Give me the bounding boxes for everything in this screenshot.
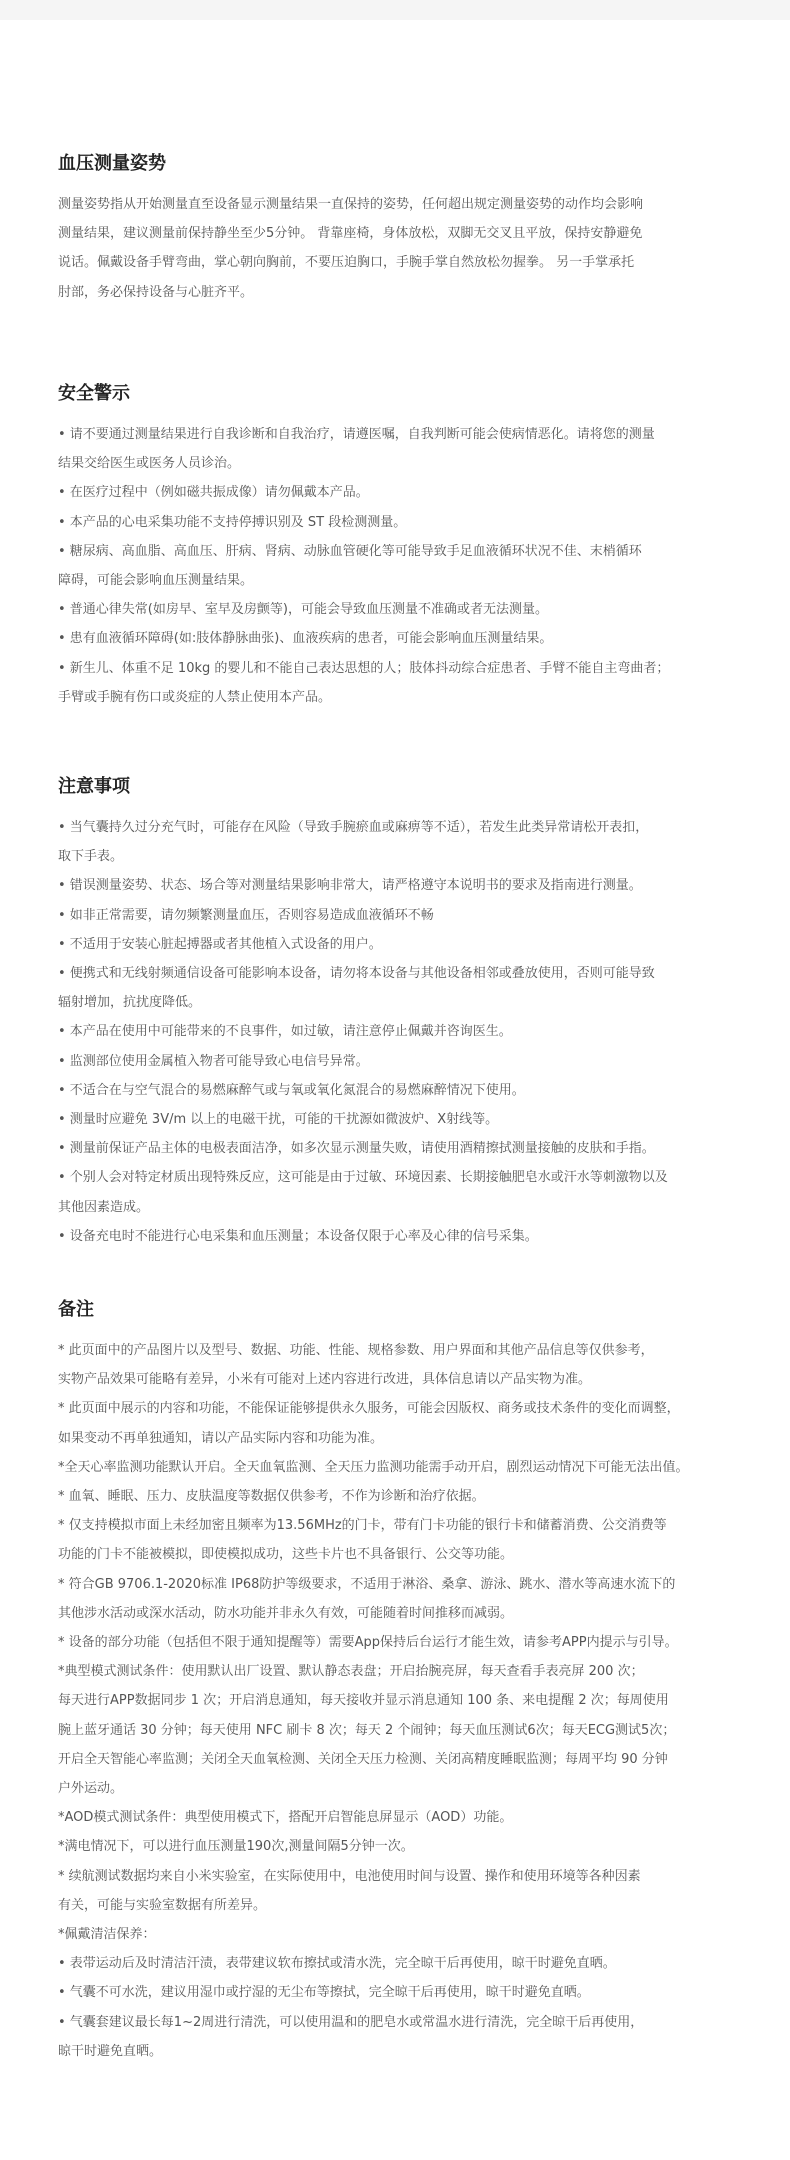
remarks-list [58, 1336, 748, 2066]
section-bp-posture [58, 152, 748, 307]
safety-line: • 本产品的心电采集功能不支持停搏识别及 ST 段检测测量。 [58, 514, 407, 530]
safety-line: • 新生儿、体重不足 10kg 的婴儿和不能自己表达思想的人；肢体抖动综合症患者、手臂不能自主弯曲者； [58, 660, 670, 676]
notes-line: • 设备充电时不能进行心电采集和血压测量；本设备仅限于心率及心律的信号采集。 [58, 1228, 538, 1244]
posture-line: 测量结果，建议测量前保持静坐至少5分钟。 背靠座椅，身体放松，双脚无交叉且平放，保持安静避免 [58, 226, 643, 242]
remarks-line: • 气囊套建议最长每1~2周进行清洗，可以使用温和的肥皂水或常温水进行清洗，完全晾干后再使用， [58, 2014, 644, 2030]
safety-line: • 糖尿病、高血脂、高血压、肝病、肾病、动脉血管硬化等可能导致手足血液循环状况不佳、末梢循环 [58, 543, 642, 559]
posture-line: 肘部，务必保持设备与心脏齐平。 [58, 284, 254, 300]
section-title-remarks: 备注 [58, 1299, 94, 1320]
remarks-line: *AOD模式测试条件：典型使用模式下，搭配开启智能息屏显示（AOD）功能。 [58, 1810, 513, 1826]
remarks-line: * 续航测试数据均来自小米实验室，在实际使用中，电池使用时间与设置、操作和使用环境等各种因素 [58, 1868, 641, 1884]
section-title-posture: 血压测量姿势 [58, 153, 166, 174]
notes-line: • 不适用于安装心脏起搏器或者其他植入式设备的用户。 [58, 936, 382, 952]
notes-line: • 测量时应避免 3V/m 以上的电磁干扰，可能的干扰源如微波炉、X射线等。 [58, 1112, 499, 1128]
notes-line: • 监测部位使用金属植入物者可能导致心电信号异常。 [58, 1053, 369, 1069]
safety-line: 障碍，可能会影响血压测量结果。 [58, 573, 254, 589]
section-title-safety: 安全警示 [58, 383, 130, 404]
remarks-line: 如果变动不再单独通知，请以产品实际内容和功能为准。 [58, 1430, 384, 1446]
notes-line: • 便携式和无线射频通信设备可能影响本设备，请勿将本设备与其他设备相邻或叠放使用，否则可能导致 [58, 966, 655, 982]
remarks-line: *满电情况下，可以进行血压测量190次,测量间隔5分钟一次。 [58, 1839, 414, 1855]
notes-line: • 测量前保证产品主体的电极表面洁净，如多次显示测量失败，请使用酒精擦拭测量接触的皮肤和手指。 [58, 1141, 655, 1157]
notes-line: • 个别人会对特定材质出现特殊反应，这可能是由于过敏、环境因素、长期接触肥皂水或汗水等刺激物以及 [58, 1170, 668, 1186]
remarks-line: • 气囊不可水洗，建议用湿巾或拧湿的无尘布等擦拭，完全晾干后再使用，晾干时避免直晒。 [58, 1985, 590, 2001]
remarks-line: 功能的门卡不能被模拟，即使模拟成功，这些卡片也不具备银行、公交等功能。 [58, 1547, 514, 1563]
section-title-notes: 注意事项 [58, 776, 130, 797]
remarks-line: 有关，可能与实验室数据有所差异。 [58, 1897, 267, 1913]
safety-list [58, 420, 748, 712]
section-safety-warnings [58, 382, 748, 712]
notes-line: • 不适合在与空气混合的易燃麻醉气或与氧或氧化氮混合的易燃麻醉情况下使用。 [58, 1082, 525, 1098]
remarks-line: 其他涉水活动或深水活动，防水功能并非永久有效，可能随着时间推移而减弱。 [58, 1605, 514, 1621]
remarks-line: * 血氧、睡眠、压力、皮肤温度等数据仅供参考，不作为诊断和治疗依据。 [58, 1489, 485, 1505]
remarks-line: 户外运动。 [58, 1781, 124, 1797]
remarks-line: 实物产品效果可能略有差异，小米有可能对上述内容进行改进，具体信息请以产品实物为准。 [58, 1372, 592, 1388]
remarks-line: • 表带运动后及时清洁汗渍，表带建议软布擦拭或清水洗，完全晾干后再使用，晾干时避免直晒。 [58, 1956, 616, 1972]
remarks-line: 每天进行APP数据同步 1 次；开启消息通知，每天接收并显示消息通知 100 条、来电提醒 2 次；每周使用 [58, 1693, 669, 1709]
remarks-line: *典型模式测试条件：使用默认出厂设置、默认静态表盘；开启抬腕亮屏，每天查看手表亮屏 200 次； [58, 1664, 644, 1680]
notes-line: • 如非正常需要，请勿频繁测量血压，否则容易造成血液循环不畅 [58, 907, 434, 923]
remarks-line: * 此页面中展示的内容和功能，不能保证能够提供永久服务，可能会因版权、商务或技术条件的变化而调整， [58, 1401, 680, 1417]
safety-line: • 普通心律失常(如房早、室早及房颤等)，可能会导致血压测量不准确或者无法测量。 [58, 602, 548, 618]
remarks-line: *全天心率监测功能默认开启。全天血氧监测、全天压力监测功能需手动开启，剧烈运动情况下可能无法出值。 [58, 1459, 689, 1475]
top-bar [0, 0, 790, 20]
notes-list [58, 813, 748, 1251]
notes-line: • 错误测量姿势、状态、场合等对测量结果影响非常大，请严格遵守本说明书的要求及指南进行测量。 [58, 878, 642, 894]
notes-line: • 当气囊持久过分充气时，可能存在风险（导致手腕瘀血或麻痹等不适），若发生此类异常请松开表扣， [58, 820, 649, 835]
posture-line: 说话。佩戴设备手臂弯曲，掌心朝向胸前，不要压迫胸口，手腕手掌自然放松勿握拳。 另一手掌承托 [58, 255, 635, 271]
posture-text [58, 190, 748, 307]
safety-line: • 患有血液循环障碍(如:肢体静脉曲张)、血液疾病的患者，可能会影响血压测量结果。 [58, 631, 553, 647]
section-precautions [58, 775, 748, 1251]
remarks-line: *佩戴清洁保养： [58, 1927, 156, 1943]
notes-line: 取下手表。 [58, 849, 124, 865]
notes-line: 其他因素造成。 [58, 1199, 150, 1215]
section-remarks [58, 1298, 748, 2066]
safety-line: • 在医疗过程中（例如磁共振成像）请勿佩戴本产品。 [58, 485, 369, 501]
remarks-line: * 设备的部分功能（包括但不限于通知提醒等）需要App保持后台运行才能生效，请参考APP内提示与引导。 [58, 1635, 678, 1651]
remarks-line: 腕上蓝牙通话 30 分钟；每天使用 NFC 刷卡 8 次；每天 2 个闹钟；每天血压测试6次；每天ECG测试5次； [58, 1722, 676, 1738]
remarks-line: 晾干时避免直晒。 [58, 2043, 163, 2059]
remarks-line: * 符合GB 9706.1-2020标准 IP68防护等级要求，不适用于淋浴、桑拿、游泳、跳水、潜水等高速水流下的 [58, 1576, 676, 1592]
notes-line: 辐射增加，抗扰度降低。 [58, 995, 202, 1011]
safety-line: 手臂或手腕有伤口或炎症的人禁止使用本产品。 [58, 689, 332, 705]
safety-line: • 请不要通过测量结果进行自我诊断和自我治疗，请遵医嘱，自我判断可能会使病情恶化。请将您的测量 [58, 427, 655, 442]
posture-line: 测量姿势指从开始测量直至设备显示测量结果一直保持的姿势，任何超出规定测量姿势的动作均会影响 [58, 197, 644, 212]
remarks-line: * 此页面中的产品图片以及型号、数据、功能、性能、规格参数、用户界面和其他产品信息等仅供参考， [58, 1343, 654, 1358]
remarks-line: * 仅支持模拟市面上未经加密且频率为13.56MHz的门卡，带有门卡功能的银行卡和储蓄消费、公交消费等 [58, 1518, 667, 1534]
remarks-line: 开启全天智能心率监测；关闭全天血氧检测、关闭全天压力检测、关闭高精度睡眠监测；每周平均 90 分钟 [58, 1751, 668, 1767]
safety-line: 结果交给医生或医务人员诊治。 [58, 456, 241, 472]
notes-line: • 本产品在使用中可能带来的不良事件，如过敏，请注意停止佩戴并咨询医生。 [58, 1024, 512, 1040]
